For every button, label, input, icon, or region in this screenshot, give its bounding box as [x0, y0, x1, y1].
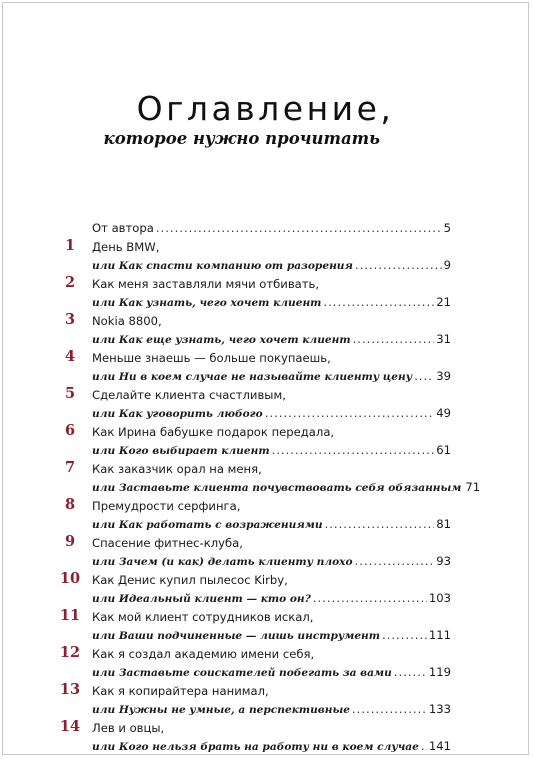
- chapter-title: Лев и овцы,: [92, 720, 165, 735]
- chapter-title: Меньше знаешь — больше покупаешь,: [92, 350, 331, 365]
- toc-entry-chapter-1[interactable]: [59, 236, 451, 277]
- dot-leader: [352, 702, 427, 716]
- chapter-subtitle: или Кого нельзя брать на работу ни в коем случае: [92, 741, 419, 753]
- dot-leader: [394, 665, 427, 679]
- chapter-subtitle: или Заставьте соискателей побегать за вами: [92, 667, 392, 679]
- chapter-number: 1: [64, 236, 76, 254]
- chapter-subtitle: или Как еще узнать, чего хочет клиент: [92, 334, 351, 346]
- chapter-number: 4: [64, 347, 76, 365]
- toc-page-number: 9: [443, 258, 451, 272]
- toc-page-number: 61: [436, 443, 451, 457]
- toc-page-number: 141: [428, 739, 451, 753]
- chapter-subtitle: или Ни в коем случае не называйте клиенту цену: [92, 371, 413, 383]
- toc-entry-chapter-2[interactable]: [59, 273, 451, 314]
- toc-page-number: 31: [436, 332, 451, 346]
- chapter-subtitle: или Как уговорить любого: [92, 408, 263, 420]
- dot-leader: [414, 369, 434, 383]
- chapter-subtitle: или Как работать с возражениями: [92, 519, 323, 531]
- chapter-title: Как я копирайтера нанимал,: [92, 683, 269, 698]
- dot-leader: [156, 221, 442, 235]
- toc-entry-chapter-8[interactable]: [59, 495, 451, 536]
- toc-entry-chapter-10[interactable]: [59, 569, 451, 610]
- dot-leader: [355, 258, 442, 272]
- chapter-title: Премудрости серфинга,: [92, 498, 241, 513]
- toc-entry-chapter-4[interactable]: [59, 347, 451, 388]
- chapter-number: 9: [64, 532, 76, 550]
- toc-entry-chapter-6[interactable]: [59, 421, 451, 462]
- toc-page-number: 49: [436, 406, 451, 420]
- dot-leader: [323, 295, 434, 309]
- toc-entry-chapter-12[interactable]: [59, 643, 451, 684]
- dot-leader: [313, 591, 427, 605]
- dot-leader: [272, 443, 435, 457]
- toc-entry-chapter-5[interactable]: [59, 384, 451, 425]
- toc-page-number: 81: [436, 517, 451, 531]
- chapter-subtitle: или Как спасти компанию от разорения: [92, 260, 353, 272]
- chapter-number: 11: [59, 606, 81, 624]
- chapter-subtitle: или Зачем (и как) делать клиенту плохо: [92, 556, 353, 568]
- toc-entry-title: От автора: [92, 221, 154, 235]
- page-subtitle: которое нужно прочитать: [103, 129, 380, 148]
- chapter-subtitle: или Заставьте клиента почувствовать себя обязанным: [92, 482, 462, 494]
- chapter-title: Сделайте клиента счастливым,: [92, 387, 286, 402]
- chapter-number: 7: [64, 458, 76, 476]
- table-of-contents: [59, 221, 481, 758]
- chapter-title: Как я создал академию имени себя,: [92, 646, 315, 661]
- toc-entry-chapter-11[interactable]: [59, 606, 451, 647]
- toc-page-number: 93: [436, 554, 451, 568]
- toc-page-number: 103: [428, 591, 451, 605]
- chapter-subtitle: или Как узнать, чего хочет клиент: [92, 297, 322, 309]
- chapter-list: [59, 236, 481, 758]
- page-title: Оглавление,: [136, 89, 395, 128]
- dot-leader: [421, 739, 427, 753]
- chapter-subtitle: или Идеальный клиент — кто он?: [92, 593, 311, 605]
- book-page: [2, 2, 529, 755]
- dot-leader: [355, 554, 435, 568]
- chapter-number: 2: [64, 273, 76, 291]
- toc-entry-chapter-3[interactable]: [59, 310, 451, 351]
- chapter-subtitle: или Кого выбирает клиент: [92, 445, 270, 457]
- dot-leader: [325, 517, 435, 531]
- chapter-title: Как Ирина бабушке подарок передала,: [92, 424, 335, 439]
- toc-page-number: 5: [443, 221, 451, 235]
- chapter-number: 13: [59, 680, 81, 698]
- chapter-number: 5: [64, 384, 76, 402]
- chapter-title: Спасение фитнес-клуба,: [92, 535, 243, 550]
- chapter-number: 10: [59, 569, 81, 587]
- chapter-title: Как мой клиент сотрудников искал,: [92, 609, 314, 624]
- chapter-title: Как заказчик орал на меня,: [92, 461, 262, 476]
- chapter-title: День BMW,: [92, 239, 160, 254]
- chapter-number: 8: [64, 495, 76, 513]
- toc-entry-chapter-14[interactable]: [59, 717, 451, 758]
- dot-leader: [265, 406, 435, 420]
- toc-page-number: 119: [428, 665, 451, 679]
- dot-leader: [353, 332, 435, 346]
- chapter-title: Как меня заставляли мячи отбивать,: [92, 276, 320, 291]
- chapter-number: 6: [64, 421, 76, 439]
- toc-entry-chapter-13[interactable]: [59, 680, 451, 721]
- chapter-title: Как Денис купил пылесос Kirby,: [92, 572, 288, 587]
- chapter-number: 12: [59, 643, 81, 661]
- chapter-number: 14: [59, 717, 81, 735]
- toc-page-number: 133: [428, 702, 451, 716]
- toc-page-number: 21: [436, 295, 451, 309]
- toc-entry-chapter-9[interactable]: [59, 532, 451, 573]
- toc-page-number: 39: [436, 369, 451, 383]
- toc-page-number: 71: [465, 480, 481, 494]
- toc-entry-chapter-7[interactable]: [59, 458, 481, 499]
- toc-page-number: 111: [428, 628, 451, 642]
- chapter-subtitle: или Ваши подчиненные — лишь инструмент: [92, 630, 380, 642]
- chapter-title: Nokia 8800,: [92, 313, 162, 328]
- chapter-subtitle: или Нужны не умные, а перспективные: [92, 704, 350, 716]
- dot-leader: [382, 628, 427, 642]
- chapter-number: 3: [64, 310, 76, 328]
- toc-entry-preface[interactable]: [59, 221, 451, 240]
